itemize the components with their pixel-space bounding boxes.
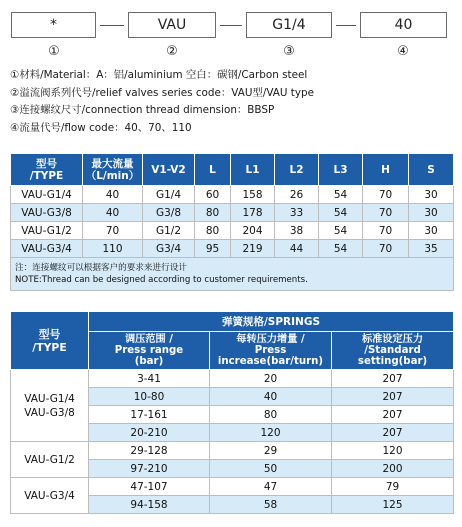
note-flow: ④流量代号/flow code：40、70、110: [10, 121, 192, 134]
cell-s: 30: [409, 222, 454, 240]
header-l3: L3: [319, 154, 363, 186]
cell-s: 30: [409, 186, 454, 204]
header-v1v2: V1-V2: [143, 154, 195, 186]
header-h: H: [363, 154, 409, 186]
cell-type: VAU-G1/4: [11, 186, 83, 204]
cell-h: 70: [363, 222, 409, 240]
table-note-row: [11, 258, 454, 291]
cell-range: 3-41: [89, 370, 210, 388]
header-springs: 弹簧规格/SPRINGS: [89, 312, 454, 332]
code-number-1: ①: [48, 44, 60, 59]
cell-flow: 70: [83, 222, 143, 240]
cell-l3: 54: [319, 204, 363, 222]
cell-setting: 207: [332, 424, 454, 442]
cell-l1: 178: [231, 204, 275, 222]
cell-range: 10-80: [89, 388, 210, 406]
header-s: S: [409, 154, 454, 186]
cell-range: 29-128: [89, 442, 210, 460]
code-dash: [100, 25, 124, 26]
cell-increase: 40: [210, 388, 332, 406]
cell-increase: 47: [210, 478, 332, 496]
cell-l: 80: [195, 222, 231, 240]
header-press-increase: 每转压力增量 / Press increase(bar/turn): [210, 332, 332, 370]
cell-type: VAU-G1/2: [11, 222, 83, 240]
note-en: NOTE:Thread can be designed according to customer requirements.: [15, 275, 308, 285]
cell-l1: 158: [231, 186, 275, 204]
cell-thread: G3/8: [143, 204, 195, 222]
cell-l2: 44: [275, 240, 319, 258]
note-cn: 注：连接螺纹可以根据客户的要求来进行设计: [15, 263, 187, 273]
note-thread: ③连接螺纹尺寸/connection thread dimension：BBSP: [10, 104, 275, 116]
cell-l1: 204: [231, 222, 275, 240]
code-dash: [220, 25, 242, 26]
header-press-range: 调压范围 / Press range (bar): [89, 332, 210, 370]
header-type: 型号 /TYPE: [11, 312, 89, 370]
cell-thread: G3/4: [143, 240, 195, 258]
code-box-thread: G1/4: [246, 12, 332, 38]
cell-l1: 219: [231, 240, 275, 258]
cell-h: 70: [363, 204, 409, 222]
note-material: ①材料/Material：A：铝/aluminium 空白：碳钢/Carbon steel: [10, 69, 308, 81]
cell-s: 30: [409, 204, 454, 222]
header-type: 型号 /TYPE: [11, 154, 83, 186]
springs-table: [10, 311, 454, 514]
code-box-series: VAU: [128, 12, 216, 38]
cell-l: 60: [195, 186, 231, 204]
cell-increase: 58: [210, 496, 332, 514]
cell-setting: 207: [332, 370, 454, 388]
cell-thread: G1/2: [143, 222, 195, 240]
cell-l3: 54: [319, 222, 363, 240]
code-number-4: ④: [397, 44, 409, 59]
cell-l: 80: [195, 204, 231, 222]
code-number-2: ②: [166, 44, 178, 59]
springs-header-row: [11, 312, 454, 332]
table-row: [11, 186, 454, 204]
cell-setting: 120: [332, 442, 454, 460]
cell-setting: 200: [332, 460, 454, 478]
cell-model: VAU-G3/4: [11, 478, 89, 514]
ordering-code: [0, 8, 462, 64]
table-row: [11, 222, 454, 240]
cell-type: VAU-G3/4: [11, 240, 83, 258]
cell-increase: 80: [210, 406, 332, 424]
cell-flow: 110: [83, 240, 143, 258]
code-dash: [336, 25, 356, 26]
table-row: [11, 442, 454, 460]
cell-setting: 207: [332, 388, 454, 406]
cell-l3: 54: [319, 186, 363, 204]
header-standard-setting: 标准设定压力 /Standard setting(bar): [332, 332, 454, 370]
header-l: L: [195, 154, 231, 186]
cell-h: 70: [363, 240, 409, 258]
cell-l2: 33: [275, 204, 319, 222]
cell-thread: G1/4: [143, 186, 195, 204]
cell-l: 95: [195, 240, 231, 258]
cell-h: 70: [363, 186, 409, 204]
table-row: [11, 478, 454, 496]
cell-l2: 38: [275, 222, 319, 240]
table-row: [11, 370, 454, 388]
cell-flow: 40: [83, 186, 143, 204]
cell-type: VAU-G3/8: [11, 204, 83, 222]
cell-flow: 40: [83, 204, 143, 222]
cell-increase: 120: [210, 424, 332, 442]
table-row: [11, 240, 454, 258]
cell-l3: 54: [319, 240, 363, 258]
cell-range: 20-210: [89, 424, 210, 442]
cell-range: 94-158: [89, 496, 210, 514]
header-max-flow: 最大流量 （L/min）: [83, 154, 143, 186]
code-explanations: [10, 67, 455, 137]
cell-l2: 26: [275, 186, 319, 204]
dimensions-header-row: [11, 154, 454, 186]
cell-increase: 50: [210, 460, 332, 478]
header-l1: L1: [231, 154, 275, 186]
code-box-material: *: [11, 12, 96, 38]
cell-setting: 207: [332, 406, 454, 424]
cell-increase: 29: [210, 442, 332, 460]
code-box-flow: 40: [360, 12, 447, 38]
note-series: ②溢流阀系列代号/relief valves series code：VAU型/VAU type: [10, 86, 315, 99]
cell-setting: 125: [332, 496, 454, 514]
cell-model: VAU-G1/2: [11, 442, 89, 478]
table-row: [11, 204, 454, 222]
table-note: [11, 258, 454, 291]
cell-s: 35: [409, 240, 454, 258]
dimensions-table: [10, 153, 454, 291]
cell-increase: 20: [210, 370, 332, 388]
cell-range: 97-210: [89, 460, 210, 478]
cell-setting: 79: [332, 478, 454, 496]
header-l2: L2: [275, 154, 319, 186]
code-number-3: ③: [283, 44, 295, 59]
cell-range: 47-107: [89, 478, 210, 496]
cell-model: VAU-G1/4 VAU-G3/8: [11, 370, 89, 442]
cell-range: 17-161: [89, 406, 210, 424]
